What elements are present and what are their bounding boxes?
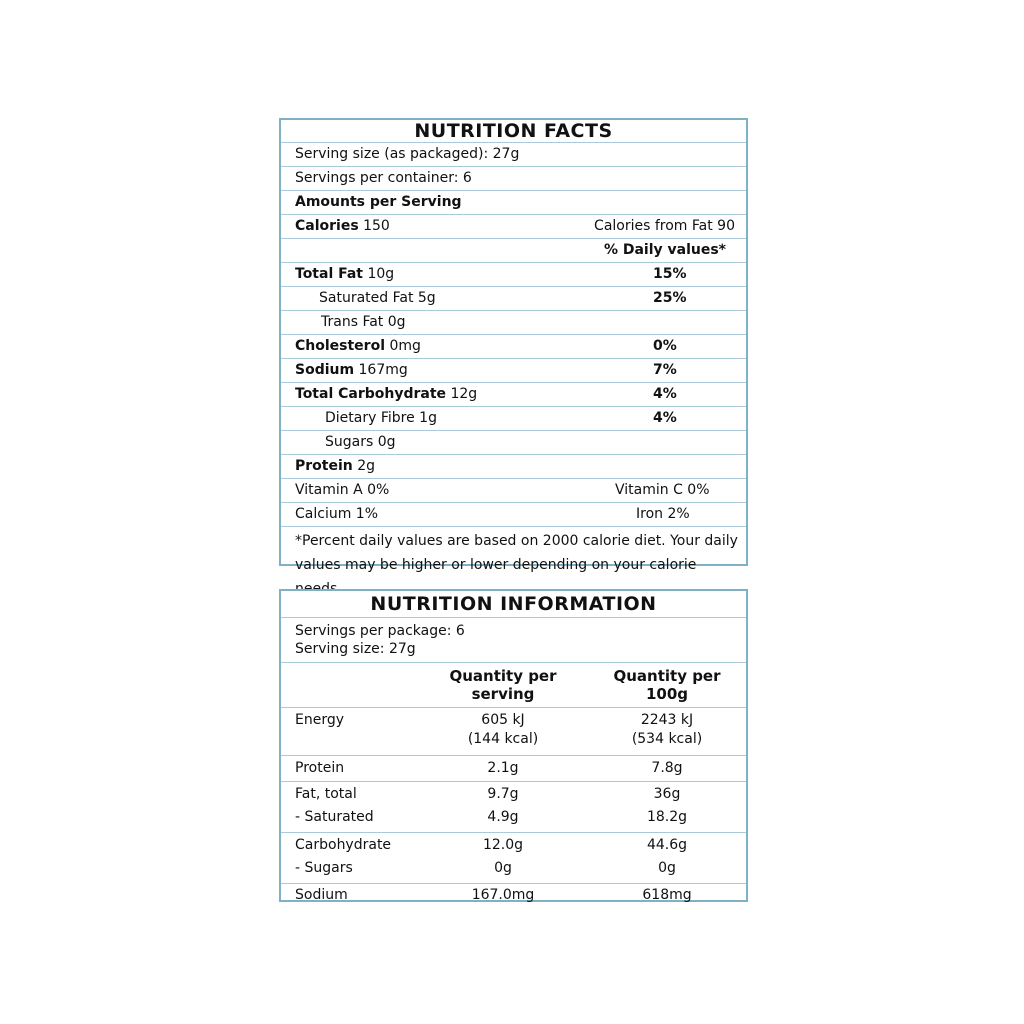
energy-row [281,708,746,756]
info-row-serving: 167.0mg [471,887,535,903]
info-serving-size: Serving size: 27g [295,641,416,657]
amounts-per-serving-row [281,191,746,215]
nutrient-label: Protein [295,458,353,474]
nutrient-row [281,383,746,407]
nutrient-label: Sodium [295,362,355,378]
vitamin-a: Vitamin A 0% [295,482,390,498]
nutrient-daily-value: 4% [653,386,677,402]
nutrient-row [281,335,746,359]
energy-label: Energy [295,712,345,728]
nutrient-amount: 12g [446,386,478,402]
servings-per-container-row [281,167,746,191]
vitamin-c: Vitamin C 0% [615,482,710,498]
servings-per-container: Servings per container: 6 [295,170,472,186]
servings-block [281,618,746,663]
info-row-label: Protein [295,760,345,776]
info-row [281,884,746,908]
daily-values-header-row [281,239,746,263]
calories-from-fat: Calories from Fat 90 [594,218,735,234]
nutrient-daily-value: 4% [653,410,677,426]
nutrition-facts-panel [279,118,748,573]
info-row-label: Fat, total [295,786,357,802]
info-row-100g: 44.6g [646,837,688,853]
footnote: *Percent daily values are based on 2000 calorie diet. Your daily values may be higher or lower depending on your calorie [295,533,738,573]
info-row-label: Sodium [295,887,348,903]
info-row-100g: 0g [658,860,676,876]
info-row-100g: 18.2g [646,809,688,825]
info-row [281,782,746,807]
calories-label: Calories [295,218,359,234]
nutrient-label: Dietary Fibre 1g [325,410,437,426]
nutrient-row [281,431,746,455]
info-row [281,756,746,782]
info-row-100g: 36g [653,786,681,802]
facts-title: NUTRITION FACTS [281,120,746,143]
nutrient-daily-value: 7% [653,362,677,378]
vitamins-row [281,479,746,503]
nutrient-row [281,455,746,479]
info-row-serving: 2.1g [487,760,519,776]
info-row [281,833,746,858]
servings-per-package: Servings per package: 6 [295,623,465,639]
nutrient-label: Saturated Fat 5g [319,290,436,306]
info-row-serving: 9.7g [487,786,519,802]
nutrient-label: Total Fat [295,266,364,282]
amounts-per-serving: Amounts per Serving [295,194,462,210]
nutrition-information-panel [279,589,748,902]
daily-values-header: % Daily values* [603,242,726,258]
nutrient-amount: 0mg [385,338,421,354]
energy-100g-kcal: (534 kcal) [631,731,703,747]
energy-100g-kj: 2243 kJ [640,712,694,728]
info-row-serving: 0g [494,860,512,876]
serving-size: Serving size (as packaged): 27g [295,146,520,162]
col-header-serving: Quantity per serving [449,667,557,703]
nutrient-amount: 10g [363,266,395,282]
nutrient-row [281,407,746,431]
nutrient-amount: 2g [352,458,375,474]
nutrient-row [281,311,746,335]
nutrient-amount: 167mg [354,362,408,378]
energy-serving-kj: 605 kJ [481,712,525,728]
info-row-serving: 4.9g [487,809,519,825]
calories-row [281,215,746,239]
info-row [281,807,746,833]
calcium: Calcium 1% [295,506,379,522]
nutrient-row [281,263,746,287]
nutrient-daily-value: 25% [653,290,687,306]
col-header-100g: Quantity per 100g [613,667,721,703]
info-row [281,858,746,884]
calories-value: 150 [358,218,390,234]
nutrient-label: Sugars 0g [325,434,396,450]
energy-serving-kcal: (144 kcal) [467,731,539,747]
column-header-row [281,663,746,708]
nutrient-daily-value: 0% [653,338,677,354]
info-title: NUTRITION INFORMATION [281,591,746,618]
nutrient-label: Total Carbohydrate [295,386,447,402]
nutrient-daily-value: 15% [653,266,687,282]
nutrient-label: Cholesterol [295,338,385,354]
info-row-label: Carbohydrate [295,837,392,853]
serving-size-row [281,143,746,167]
iron: Iron 2% [636,506,690,522]
info-row-serving: 12.0g [482,837,524,853]
nutrient-row [281,287,746,311]
minerals-row [281,503,746,527]
nutrient-row [281,359,746,383]
info-row-100g: 7.8g [651,760,683,776]
nutrient-label: Trans Fat 0g [321,314,406,330]
info-row-100g: 618mg [642,887,692,903]
info-row-label: - Sugars [295,860,353,876]
info-row-label: - Saturated [295,809,374,825]
